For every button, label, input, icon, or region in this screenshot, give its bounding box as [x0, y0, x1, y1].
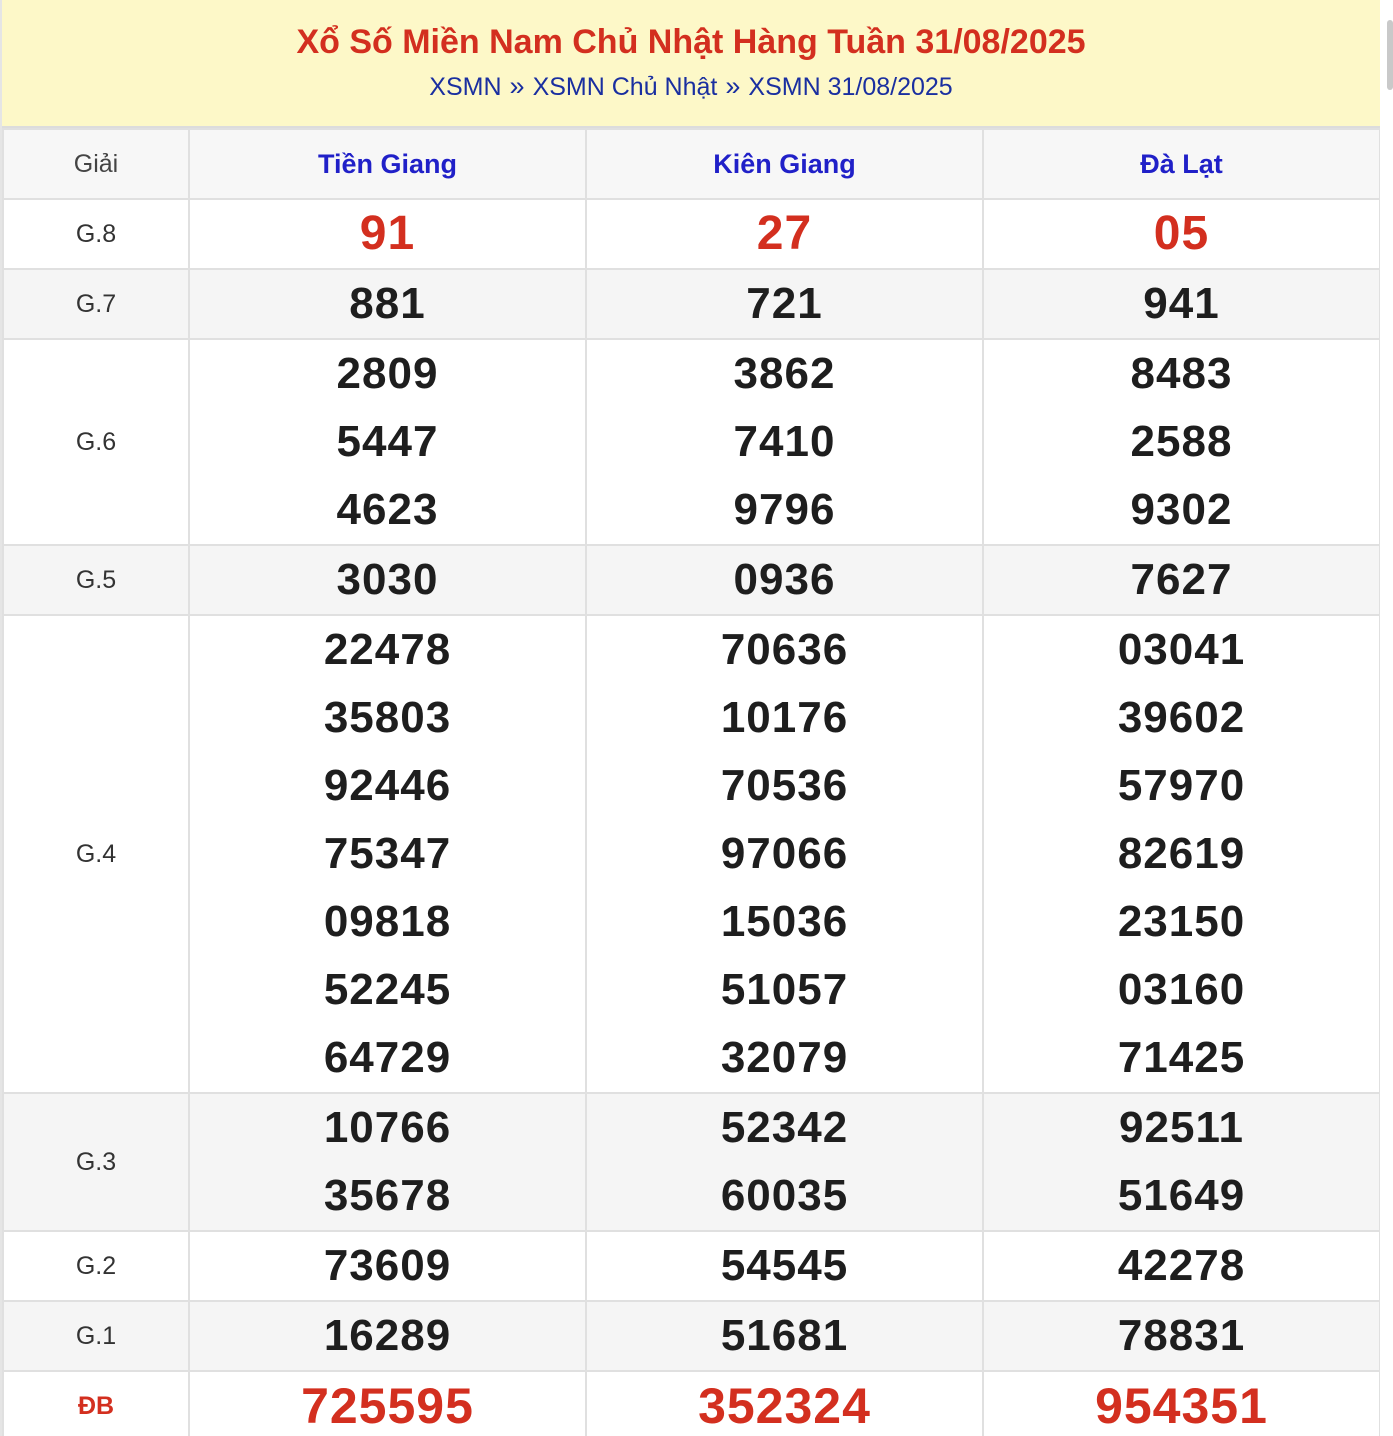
prize-number: 54545	[720, 1241, 849, 1290]
prize-number: 92511	[1119, 1103, 1244, 1152]
prize-number: 57970	[1117, 761, 1246, 810]
prize-number: 10766	[323, 1103, 452, 1152]
prize-row	[3, 1371, 1380, 1436]
prize-number: 71425	[1117, 1033, 1246, 1082]
prize-cell	[983, 1093, 1380, 1231]
prize-cell	[983, 545, 1380, 615]
prize-cell	[586, 615, 983, 1093]
prize-cell	[586, 545, 983, 615]
prize-number: 35678	[323, 1171, 452, 1220]
province-header-kien-giang[interactable]: Kiên Giang	[586, 129, 983, 199]
prize-number: 725595	[301, 1378, 474, 1434]
prize-number: 52245	[323, 965, 452, 1014]
prize-number: 0936	[733, 555, 836, 604]
prize-label: G.1	[3, 1301, 189, 1371]
results-body	[3, 199, 1380, 1436]
prize-row	[3, 199, 1380, 269]
prize-number: 78831	[1117, 1311, 1246, 1360]
prize-label: G.6	[3, 339, 189, 545]
breadcrumb-link-xsmn[interactable]: XSMN	[429, 73, 502, 101]
prize-label: G.3	[3, 1093, 189, 1231]
prize-cell	[586, 1231, 983, 1301]
prize-number: 91	[359, 207, 416, 260]
prize-row	[3, 545, 1380, 615]
prize-number: 7627	[1130, 555, 1233, 604]
prize-number: 64729	[323, 1033, 452, 1082]
prize-number: 954351	[1095, 1378, 1268, 1434]
prize-number: 51057	[720, 965, 849, 1014]
page-title: Xổ Số Miền Nam Chủ Nhật Hàng Tuần 31/08/2025	[296, 23, 1086, 61]
prize-number: 3030	[336, 555, 439, 604]
breadcrumb	[2, 70, 1380, 103]
breadcrumb-separator: »	[725, 71, 741, 101]
prize-number: 60035	[720, 1171, 849, 1220]
results-table	[2, 128, 1380, 1436]
breadcrumb-separator: »	[509, 71, 525, 101]
prize-row	[3, 1301, 1380, 1371]
prize-cell	[189, 1371, 586, 1436]
prize-cell	[983, 199, 1380, 269]
prize-cell	[586, 339, 983, 545]
results-header	[2, 0, 1380, 128]
prize-number: 8483	[1130, 349, 1233, 398]
prize-number: 4623	[336, 485, 439, 534]
prize-number: 75347	[323, 829, 452, 878]
prize-number: 941	[1143, 279, 1220, 328]
prize-label: G.4	[3, 615, 189, 1093]
prize-number: 23150	[1117, 897, 1246, 946]
prize-number: 82619	[1117, 829, 1246, 878]
prize-cell	[189, 615, 586, 1093]
prize-cell	[586, 269, 983, 339]
province-header-da-lat[interactable]: Đà Lạt	[983, 129, 1380, 199]
prize-cell	[189, 545, 586, 615]
prize-label: G.5	[3, 545, 189, 615]
scrollbar-thumb[interactable]	[1387, 20, 1393, 90]
prize-cell	[983, 339, 1380, 545]
prize-number: 42278	[1117, 1241, 1246, 1290]
prize-number: 35803	[323, 693, 452, 742]
prize-number: 352324	[698, 1378, 871, 1434]
prize-cell	[586, 199, 983, 269]
prize-number: 92446	[323, 761, 452, 810]
prize-number: 39602	[1117, 693, 1246, 742]
prize-cell	[983, 615, 1380, 1093]
prize-number: 97066	[720, 829, 849, 878]
breadcrumb-link-xsmn-date[interactable]: XSMN 31/08/2025	[748, 73, 953, 101]
prize-cell	[983, 269, 1380, 339]
prize-row	[3, 269, 1380, 339]
prize-cell	[983, 1231, 1380, 1301]
prize-number: 9796	[733, 485, 836, 534]
prize-number: 09818	[323, 897, 452, 946]
prize-label: G.2	[3, 1231, 189, 1301]
prize-number: 52342	[720, 1103, 849, 1152]
prize-number: 05	[1153, 207, 1210, 260]
prize-number: 15036	[720, 897, 849, 946]
province-header-tien-giang[interactable]: Tiền Giang	[189, 129, 586, 199]
prize-cell	[189, 199, 586, 269]
prize-row	[3, 1231, 1380, 1301]
prize-number: 51649	[1117, 1171, 1246, 1220]
prize-number: 03041	[1117, 625, 1246, 674]
prize-cell	[983, 1371, 1380, 1436]
prize-cell	[189, 339, 586, 545]
prize-label: G.7	[3, 269, 189, 339]
prize-number: 70636	[720, 625, 849, 674]
prize-cell	[586, 1301, 983, 1371]
prize-cell	[983, 1301, 1380, 1371]
prize-label: ĐB	[3, 1371, 189, 1436]
prize-number: 9302	[1130, 485, 1233, 534]
prize-cell	[189, 269, 586, 339]
prize-cell	[189, 1093, 586, 1231]
prize-number: 51681	[720, 1311, 849, 1360]
giai-header: Giải	[3, 129, 189, 199]
prize-number: 2809	[336, 349, 439, 398]
prize-number: 73609	[323, 1241, 452, 1290]
prize-cell	[189, 1301, 586, 1371]
prize-number: 22478	[323, 625, 452, 674]
prize-number: 3862	[733, 349, 836, 398]
table-header-row	[3, 129, 1380, 199]
prize-number: 10176	[720, 693, 849, 742]
prize-row	[3, 339, 1380, 545]
prize-number: 32079	[720, 1033, 849, 1082]
prize-cell	[586, 1093, 983, 1231]
prize-number: 5447	[336, 417, 439, 466]
breadcrumb-link-xsmn-chu-nhat[interactable]: XSMN Chủ Nhật	[532, 73, 718, 101]
prize-row	[3, 615, 1380, 1093]
prize-number: 27	[756, 207, 813, 260]
prize-number: 70536	[720, 761, 849, 810]
prize-cell	[586, 1371, 983, 1436]
prize-number: 7410	[733, 417, 836, 466]
prize-number: 881	[349, 279, 426, 328]
prize-number: 16289	[323, 1311, 452, 1360]
prize-row	[3, 1093, 1380, 1231]
prize-label: G.8	[3, 199, 189, 269]
prize-number: 2588	[1130, 417, 1233, 466]
prize-number: 721	[746, 279, 823, 328]
prize-cell	[189, 1231, 586, 1301]
prize-number: 03160	[1117, 965, 1246, 1014]
